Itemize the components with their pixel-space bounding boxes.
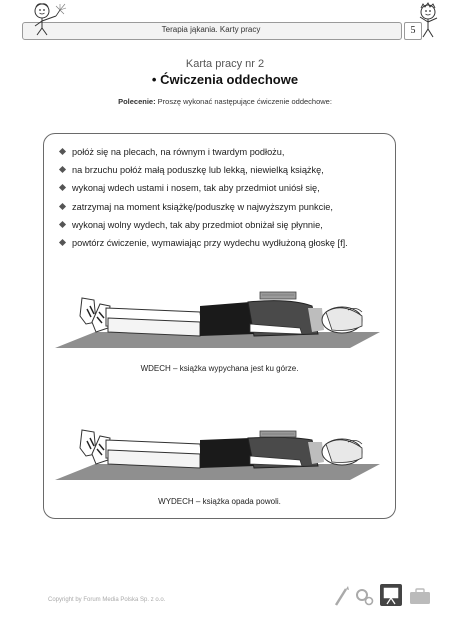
instruction [0,97,450,106]
worksheet-title: • Ćwiczenia oddechowe [151,72,299,87]
exercise-steps-list [60,143,390,252]
child-mascot-icon [412,2,448,38]
list-item [60,161,390,179]
exhale-caption: WYDECH – książka opada powoli. [158,497,281,506]
gears-icon [357,590,373,605]
step-text: połóż się na plecach, na równym i twardym podłożu, [72,147,285,157]
briefcase-icon [410,589,430,604]
exhale-illustration [50,414,390,494]
header-title: Terapia jąkania. Karty pracy [161,25,261,34]
bullet-diamond-icon [59,221,66,228]
instruction-text: Proszę wykonać następujące ćwiczenie oddechowe: [155,97,332,106]
list-item [60,198,390,216]
step-text: zatrzymaj na moment książkę/poduszkę w najwyższym punkcie, [72,201,333,212]
step-text: wykonaj wdech ustami i nosem, tak aby przedmiot uniósł się, [72,183,320,194]
list-item [60,216,390,234]
step-text: na brzuchu połóż małą poduszkę lub lekką, niewielką książkę, [72,165,324,176]
instruction-label: Polecenie: [118,97,156,106]
inhale-illustration [50,282,390,362]
bullet-diamond-icon [59,184,66,191]
book [260,292,296,299]
step-text: wykonaj wolny wydech, tak aby przedmiot obniżał się płynnie, [72,219,323,230]
bullet-diamond-icon [59,148,66,155]
step-text: powtórz ćwiczenie, wymawiając przy wydechu wydłużoną głoskę [f]. [72,237,348,248]
bullet-diamond-icon [59,166,66,173]
worksheet-subtitle: Karta pracy nr 2 [185,58,265,70]
page-number: 5 [404,22,422,40]
pencil-icon [336,586,349,605]
list-item [60,234,390,252]
copyright-text: Copyright by Forum Media Polska Sp. z o.o. [48,597,166,603]
inhale-caption: WDECH – książka wypychana jest ku górze. [140,364,299,373]
bullet-diamond-icon [59,203,66,210]
bullet-diamond-icon [59,239,66,246]
footer-icons [332,583,436,609]
list-item [60,179,390,197]
child-mascot-icon [30,2,74,36]
list-item [60,143,390,161]
presentation-board-icon [380,584,402,606]
